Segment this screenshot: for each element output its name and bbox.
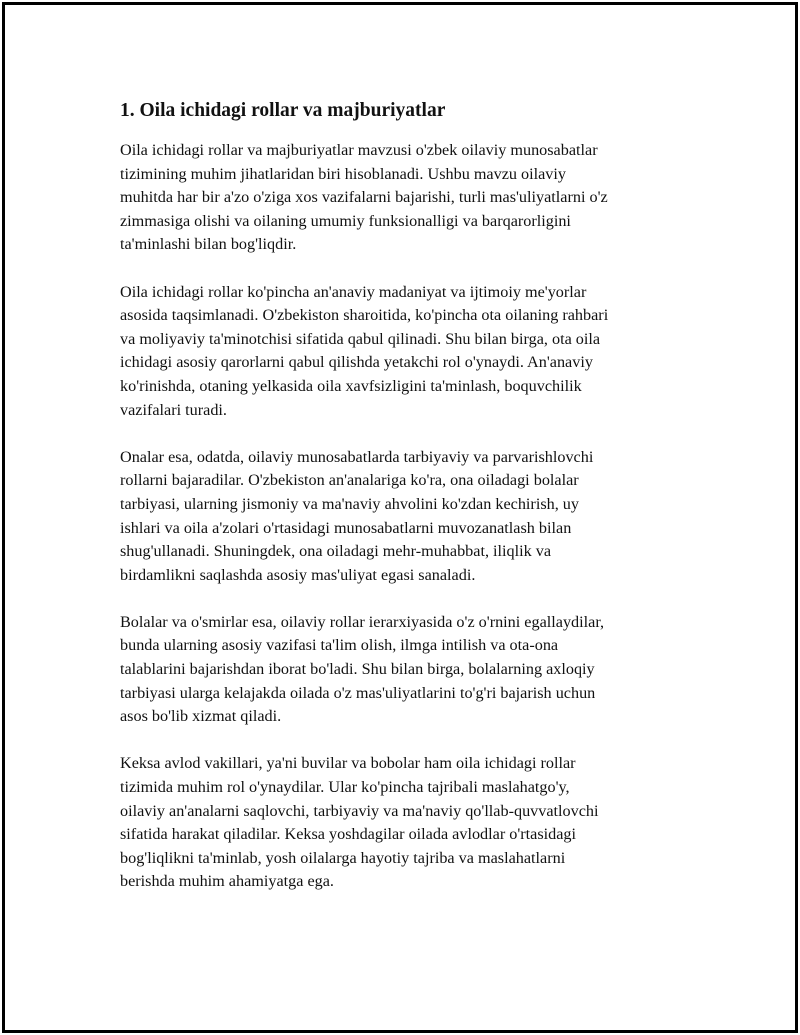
- text-line: asosida taqsimlanadi. O'zbekiston sharoitida, ko'pincha ota oilaning rahbari: [120, 306, 609, 325]
- page-frame: [2, 2, 798, 1033]
- text-line: bog'liqlikni ta'minlab, yosh oilalarga hayotiy tajriba va maslahatlarni: [120, 848, 566, 867]
- text-line: rollarni bajaradilar. O'zbekiston an'analariga ko'ra, ona oiladagi bolalar: [120, 471, 579, 490]
- text-line: tarbiyasi ularga kelajakda oilada o'z mas'uliyatlarini to'g'ri bajarish uchun: [120, 683, 596, 702]
- text-line: ko'rinishda, otaning yelkasida oila xavfsizligini ta'minlash, boquvchilik: [120, 376, 582, 395]
- text-line: tizimining muhim jihatlaridan biri hisoblanadi. Ushbu mavzu oilaviy: [120, 164, 566, 183]
- text-line: Onalar esa, odatda, oilaviy munosabatlarda tarbiyaviy va parvarishlovchi: [120, 447, 594, 466]
- text-line: ichidagi asosiy qarorlarni qabul qilishda yetakchi rol o'ynaydi. An'anaviy: [120, 353, 593, 372]
- text-line: oilaviy an'analarni saqlovchi, tarbiyaviy va ma'naviy qo'llab-quvvatlovchi: [120, 801, 599, 820]
- text-line: ta'minlashi bilan bog'liqdir.: [120, 235, 297, 254]
- text-line: zimmasiga olishi va oilaning umumiy funksionalligi va barqarorligini: [120, 211, 571, 230]
- paragraph-2: [120, 281, 690, 423]
- section-heading: 1. Oila ichidagi rollar va majburiyatlar: [120, 100, 446, 121]
- text-line: asos bo'lib xizmat qiladi.: [120, 707, 282, 726]
- document-body: [120, 97, 690, 918]
- paragraph-4: [120, 611, 690, 729]
- text-line: va moliyaviy ta'minotchisi sifatida qabul qilinadi. Shu bilan birga, ota oila: [120, 329, 601, 348]
- text-line: Keksa avlod vakillari, ya'ni buvilar va bobolar ham oila ichidagi rollar: [120, 754, 576, 773]
- text-line: birdamlikni saqlashda asosiy mas'uliyat egasi sanaladi.: [120, 565, 476, 584]
- text-line: talablarini bajarishdan iborat bo'ladi. Shu bilan birga, bolalarning axloqiy: [120, 660, 595, 679]
- text-line: sifatida harakat qiladilar. Keksa yoshdagilar oilada avlodlar o'rtasidagi: [120, 825, 577, 844]
- text-line: ishlari va oila a'zolari o'rtasidagi munosabatlarni muvozanatlash bilan: [120, 518, 572, 537]
- text-line: tizimida muhim rol o'ynaydilar. Ular ko'pincha tajribali maslahatgo'y,: [120, 778, 570, 797]
- text-line: Bolalar va o'smirlar esa, oilaviy rollar ierarxiyasida o'z o'rnini egallaydilar,: [120, 612, 605, 631]
- paragraph-1: [120, 139, 690, 257]
- text-line: shug'ullanadi. Shuningdek, ona oiladagi mehr-muhabbat, iliqlik va: [120, 542, 552, 561]
- text-line: tarbiyasi, ularning jismoniy va ma'naviy ahvolini ko'zdan kechirish, uy: [120, 494, 579, 513]
- text-line: muhitda har bir a'zo o'ziga xos vazifalarni bajarishi, turli mas'uliyatlarni o'z: [120, 188, 608, 207]
- paragraph-3: [120, 446, 690, 588]
- text-line: Oila ichidagi rollar ko'pincha an'anaviy madaniyat va ijtimoiy me'yorlar: [120, 282, 587, 301]
- text-line: bunda ularning asosiy vazifasi ta'lim olish, ilmga intilish va ota-ona: [120, 636, 559, 655]
- text-line: Oila ichidagi rollar va majburiyatlar mavzusi o'zbek oilaviy munosabatlar: [120, 141, 598, 159]
- text-line: berishda muhim ahamiyatga ega.: [120, 872, 334, 891]
- text-line: vazifalari turadi.: [120, 400, 227, 419]
- paragraph-5: [120, 752, 690, 894]
